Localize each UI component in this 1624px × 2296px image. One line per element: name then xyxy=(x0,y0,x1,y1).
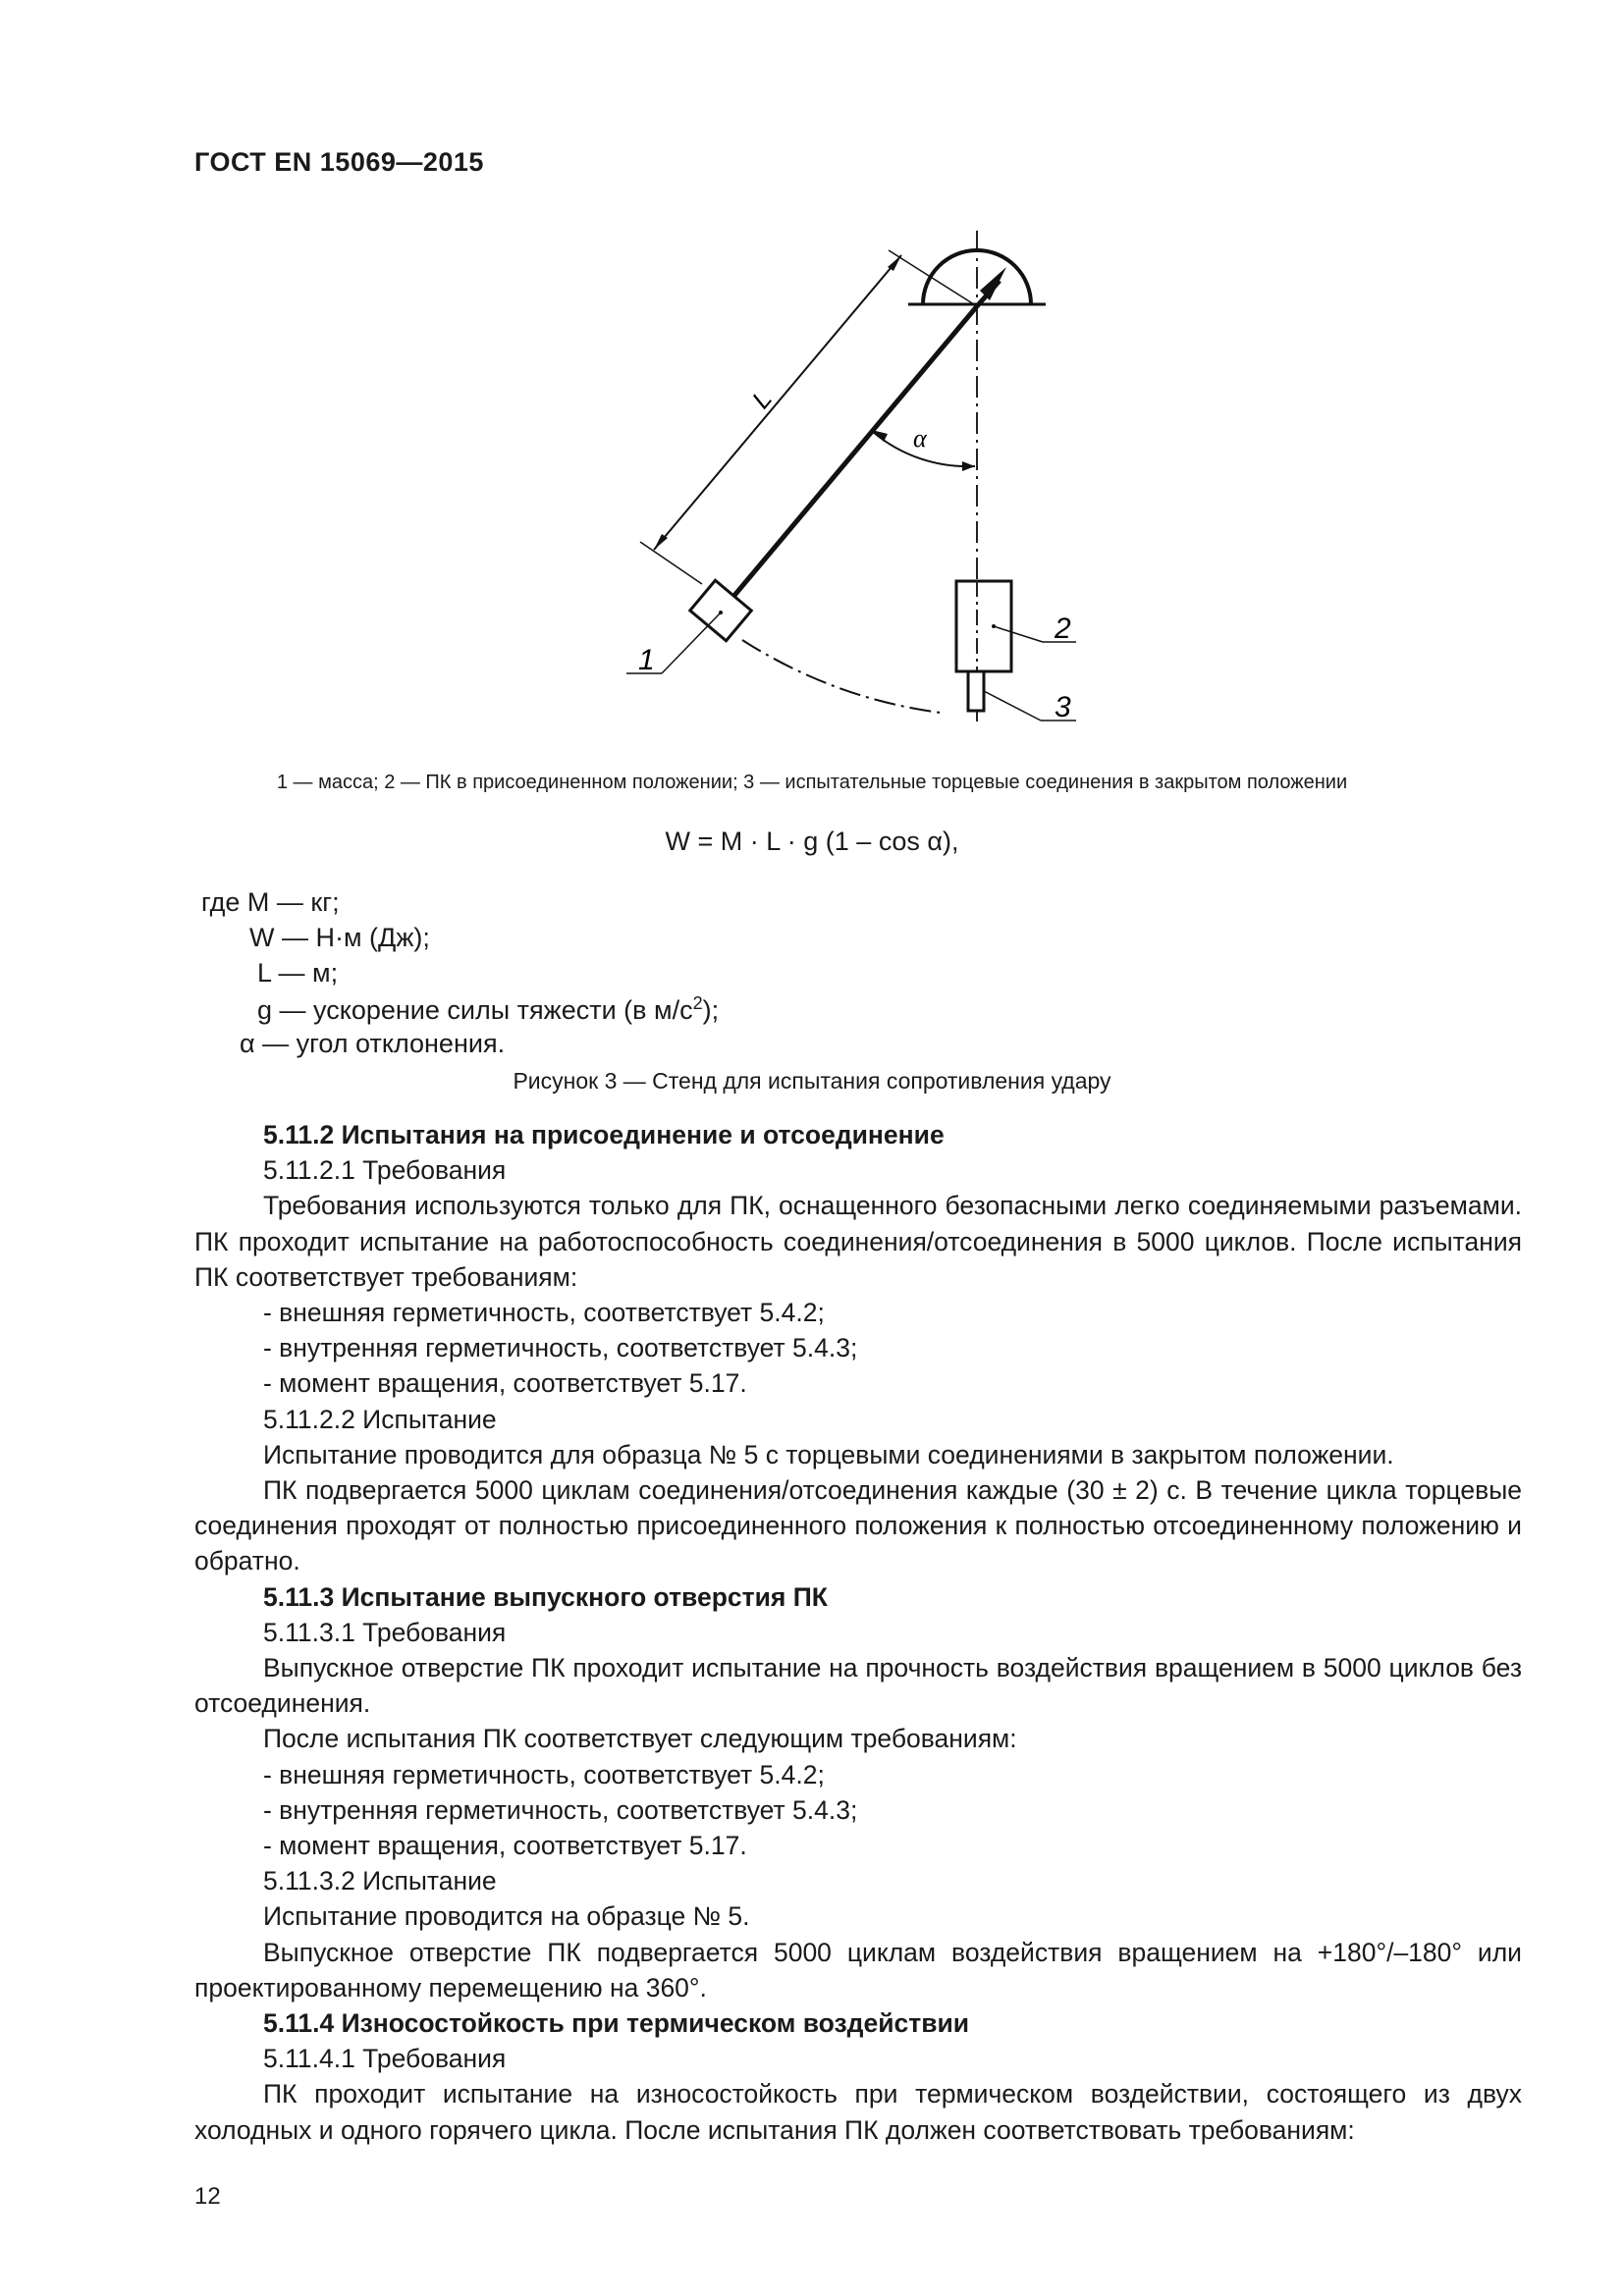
where-row-2: W — Н·м (Дж); xyxy=(249,923,430,952)
paragraph: Выпускное отверстие ПК проходит испытание на прочность воздействия вращением в 5000 циклов без отсоединения. xyxy=(194,1653,1522,1719)
label-3: 3 xyxy=(1055,691,1071,723)
page-number: 12 xyxy=(194,2183,221,2210)
subsection-title: 5.11.4.1 Требования xyxy=(263,2044,507,2074)
where-row-4: g — ускорение силы тяжести (в $м/с^2$); xyxy=(257,993,720,1025)
where-row-1: где M — кг; xyxy=(201,887,340,917)
label-1: 1 xyxy=(638,644,655,676)
section-5-11-3: 5.11.3 Испытание выпускного отверстия ПК xyxy=(263,1581,828,1612)
paragraph: ПК подвергается 5000 циклам соединения/отсоединения каждые (30 ± 2) с. В течение цикла торцевые соединения проходят от полностью присоединенного положения к полностью отсоединенному положению и обратно. xyxy=(194,1475,1522,1576)
list-item: - внутренняя герметичность, соответствует 5.4.3; xyxy=(263,1333,858,1363)
figure-title: Рисунок 3 — Стенд для испытания сопротивления удару xyxy=(513,1068,1111,1094)
subsection-title: 5.11.3.2 Испытание xyxy=(263,1866,497,1896)
list-item: - момент вращения, соответствует 5.17. xyxy=(263,1831,747,1861)
body-text xyxy=(194,1117,1522,2148)
paragraph: ПК проходит испытание на износостойкость при термическом воздействии, состоящего из двух холодных и одного горячего цикла. После испытания ПК должен соответствовать требованиям: xyxy=(194,2079,1522,2145)
paragraph: После испытания ПК соответствует следующим требованиям: xyxy=(263,1724,1017,1754)
paragraph: Испытание проводится на образце № 5. xyxy=(263,1901,750,1932)
figure-legend: 1 — масса; 2 — ПК в присоединенном положении; 3 — испытательные торцевые соединения в закрытом положении xyxy=(276,772,1348,793)
paragraph: Требования используются только для ПК, оснащенного безопасными легко соединяемыми разъемами. ПК проходит испытание на работоспособность соединения/отсоединения в 5000 циклов. После испытания ПК соответствует требованиям: xyxy=(194,1191,1522,1292)
component-box xyxy=(956,581,1011,671)
section-5-11-4: 5.11.4 Износостойкость при термическом воздействии xyxy=(263,2008,970,2039)
swing-arc xyxy=(742,640,941,713)
paragraph: Испытание проводится для образца № 5 с торцевыми соединениями в закрытом положении. xyxy=(263,1439,1394,1469)
where-row-3: L — м; xyxy=(257,958,339,988)
formula: W = M · L · g (1 – cos α), xyxy=(665,827,959,856)
end-connector xyxy=(968,671,984,711)
list-item: - внутренняя герметичность, соответствует 5.4.3; xyxy=(263,1794,858,1825)
label-2: 2 xyxy=(1055,613,1071,645)
page-header: ГОСТ EN 15069—2015 xyxy=(194,147,484,177)
list-item: - внешняя герметичность, соответствует 5.4.2; xyxy=(263,1298,825,1328)
paragraph: Выпускное отверстие ПК подвергается 5000 циклам воздействия вращением на +180°/–180° или проектированному перемещению на 360°. xyxy=(194,1937,1522,2002)
section-5-11-2: 5.11.2 Испытания на присоединение и отсоединение xyxy=(263,1120,945,1149)
subsection-title: 5.11.2.2 Испытание xyxy=(263,1404,497,1434)
label-alpha: α xyxy=(913,424,927,453)
pendulum-rod xyxy=(717,306,977,616)
list-item: - момент вращения, соответствует 5.17. xyxy=(263,1368,747,1399)
impact-test-figure xyxy=(609,226,1100,726)
dimension-line-L xyxy=(654,255,901,550)
list-item: - внешняя герметичность, соответствует 5.4.2; xyxy=(263,1759,825,1789)
subsection-title: 5.11.3.1 Требования xyxy=(263,1617,507,1647)
label-L: L xyxy=(745,384,778,414)
subsection-title: 5.11.2.1 Требования xyxy=(263,1155,507,1186)
where-row-5: α — угол отклонения. xyxy=(240,1029,506,1058)
